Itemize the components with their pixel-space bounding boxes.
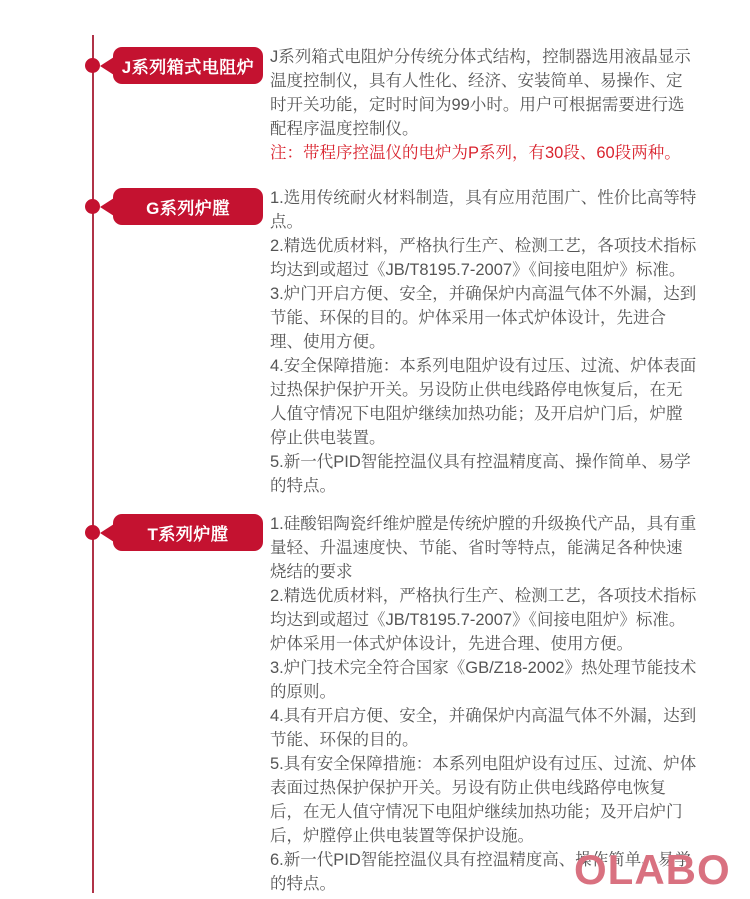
paragraph: 2.精选优质材料，严格执行生产、检测工艺，各项技术指标均达到或超过《JB/T8195.7-2007》《间接电阻炉》标准。 xyxy=(270,237,697,279)
section-content xyxy=(270,512,698,896)
paragraph: 5.具有安全保障措施：本系列电阻炉设有过压、过流、炉体表面过热保护保护开关。另设有防止供电线路停电恢复后，在无人值守情况下电阻炉继续加热功能；及开启炉门后，炉膛停止供电装置等保护设施。 xyxy=(270,755,697,845)
paragraph: 1.硅酸铝陶瓷纤维炉膛是传统炉膛的升级换代产品，具有重量轻、升温速度快、节能、省时等特点，能满足各种快速烧结的要求 xyxy=(270,515,697,581)
paragraph: 4.安全保障措施：本系列电阻炉设有过压、过流、炉体表面过热保护保护开关。另设防止供电线路停电恢复后，在无人值守情况下电阻炉继续加热功能；及开启炉门后，炉膛停止供电装置。 xyxy=(270,357,697,447)
ribbon-arrow-icon xyxy=(100,57,114,75)
section-label: T系列炉膛 xyxy=(147,525,229,544)
ribbon-arrow-icon xyxy=(100,198,114,216)
section-content xyxy=(270,45,698,165)
section-label: G系列炉膛 xyxy=(146,199,230,218)
timeline-dot xyxy=(85,199,100,214)
paragraph: 3.炉门技术完全符合国家《GB/Z18-2002》热处理节能技术的原则。 xyxy=(270,659,697,701)
ribbon-arrow-icon xyxy=(100,524,114,542)
paragraph: J系列箱式电阻炉分传统分体式结构，控制器选用液晶显示温度控制仪，具有人性化、经济、安装简单、易操作、定时开关功能，定时时间为99小时。用户可根据需要进行选配程序温度控制仪。 xyxy=(270,48,691,138)
timeline-rail xyxy=(92,35,94,893)
note-paragraph: 注：带程序控温仪的电炉为P系列，有30段、60段两种。 xyxy=(270,144,681,162)
section-label-ribbon xyxy=(113,47,263,84)
section-label-ribbon xyxy=(113,514,263,551)
paragraph: 2.精选优质材料，严格执行生产、检测工艺，各项技术指标均达到或超过《JB/T8195.7-2007》《间接电阻炉》标准。炉体采用一体式炉体设计，先进合理、使用方便。 xyxy=(270,587,697,653)
paragraph: 5.新一代PID智能控温仪具有控温精度高、操作简单、易学的特点。 xyxy=(270,453,691,495)
section-content xyxy=(270,186,698,498)
paragraph: 3.炉门开启方便、安全，并确保炉内高温气体不外漏，达到节能、环保的目的。炉体采用一体式炉体设计，先进合理、使用方便。 xyxy=(270,285,697,351)
timeline-dot xyxy=(85,525,100,540)
paragraph: 1.选用传统耐火材料制造，具有应用范围广、性价比高等特点。 xyxy=(270,189,697,231)
paragraph: 4.具有开启方便、安全，并确保炉内高温气体不外漏，达到节能、环保的目的。 xyxy=(270,707,697,749)
paragraph: 6.新一代PID智能控温仪具有控温精度高、操作简单、易学的特点。 xyxy=(270,851,691,893)
timeline-dot xyxy=(85,58,100,73)
section-label-ribbon xyxy=(113,188,263,225)
olabo-logo: OLABO xyxy=(574,846,731,893)
section-label: J系列箱式电阻炉 xyxy=(121,58,255,77)
